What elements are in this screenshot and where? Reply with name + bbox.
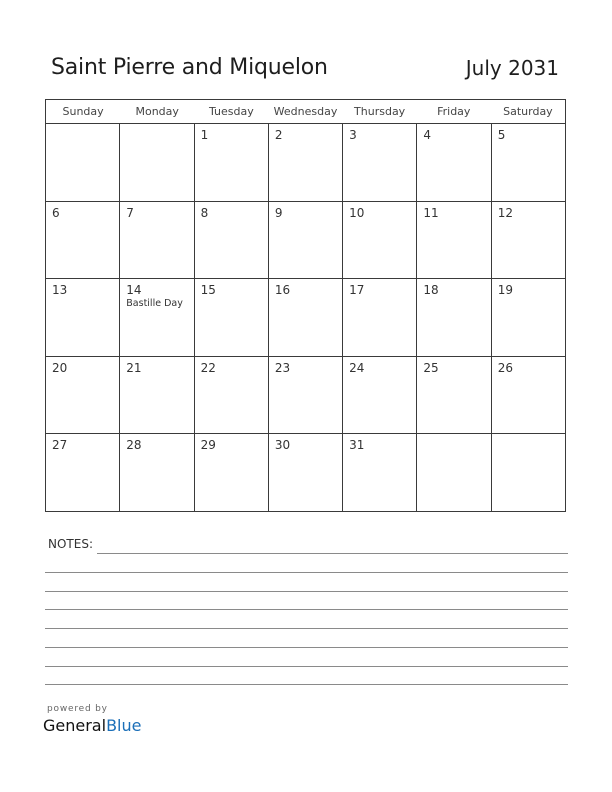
brand-general: General [43,716,107,735]
day-cell [343,279,417,356]
day-cell [195,279,269,356]
note-line [45,628,568,629]
day-cell [46,124,120,201]
notes-label: NOTES: [48,537,93,551]
day-cell [343,357,417,434]
holiday-label: Bastille Day [126,298,183,310]
day-number: 19 [497,283,513,298]
weekday-saturday: Saturday [503,105,553,118]
day-number: 1 [200,128,209,142]
day-cell [343,202,417,279]
note-line [45,591,568,592]
brand-blue: Blue [106,716,142,735]
day-cell [417,279,491,356]
calendar-week [46,124,565,202]
day-number: 5 [497,128,506,142]
day-number: 22 [200,360,216,375]
note-line [45,666,568,667]
day-number: 9 [274,205,283,220]
calendar-weeks [46,124,565,512]
month-year-label: July 2031 [465,56,559,80]
day-number: 14 [126,283,142,298]
day-number: 29 [200,438,216,453]
weekday-friday: Friday [437,105,471,118]
day-cell [195,202,269,279]
day-number: 13 [52,283,68,298]
day-cell [269,357,343,434]
note-line [45,647,568,648]
day-cell [120,279,194,356]
weekday-sunday: Sunday [62,105,104,118]
day-cell [492,202,565,279]
note-line [45,684,568,685]
calendar-grid [45,99,566,512]
calendar-title: Saint Pierre and Miquelon [51,55,328,80]
note-line [45,572,568,573]
day-cell [46,202,120,279]
day-number: 26 [497,360,513,375]
day-cell [269,434,343,512]
day-cell [120,202,194,279]
day-number: 7 [126,205,134,220]
day-cell [269,202,343,279]
day-number: 16 [274,283,291,298]
day-number: 8 [200,205,209,220]
day-number: 25 [423,360,439,375]
weekday-thursday: Thursday [354,105,406,118]
day-cell [195,124,269,201]
generalblue-logo [43,716,141,735]
calendar-week [46,279,565,357]
day-number: 12 [497,205,513,220]
day-number: 3 [349,128,357,142]
day-number: 31 [349,438,365,453]
day-cell [46,279,120,356]
day-number: 27 [52,438,68,453]
weekday-tuesday: Tuesday [208,105,254,118]
day-cell [195,434,269,512]
day-number: 30 [274,438,291,453]
day-cell [195,357,269,434]
day-number: 2 [274,128,283,142]
calendar-week [46,357,565,435]
note-line [97,553,568,554]
weekday-monday: Monday [135,105,179,118]
day-cell [120,434,194,512]
day-number: 6 [52,205,60,220]
day-number: 17 [349,283,365,298]
day-number: 18 [423,283,439,298]
day-cell [417,434,491,512]
day-number: 11 [423,205,439,220]
day-cell [417,202,491,279]
calendar-week [46,202,565,280]
day-cell [343,124,417,201]
calendar-week [46,434,565,512]
day-number: 23 [274,360,291,375]
day-number: 15 [200,283,216,298]
powered-by-text: powered by [47,704,108,714]
day-cell [120,124,194,201]
day-cell [46,357,120,434]
day-number: 10 [349,205,365,220]
day-number: 28 [126,438,142,453]
day-number: 20 [52,360,68,375]
note-line [45,609,568,610]
weekday-header-row [46,100,565,124]
day-number: 24 [349,360,365,375]
day-number: 21 [126,360,142,375]
day-cell [269,124,343,201]
day-cell [492,434,565,512]
day-cell [417,124,491,201]
day-cell [492,124,565,201]
day-cell [492,357,565,434]
day-cell [417,357,491,434]
day-cell [120,357,194,434]
day-number: 4 [423,128,432,142]
day-cell [343,434,417,512]
day-cell [492,279,565,356]
day-cell [46,434,120,512]
day-cell [269,279,343,356]
weekday-wednesday: Wednesday [273,105,338,118]
